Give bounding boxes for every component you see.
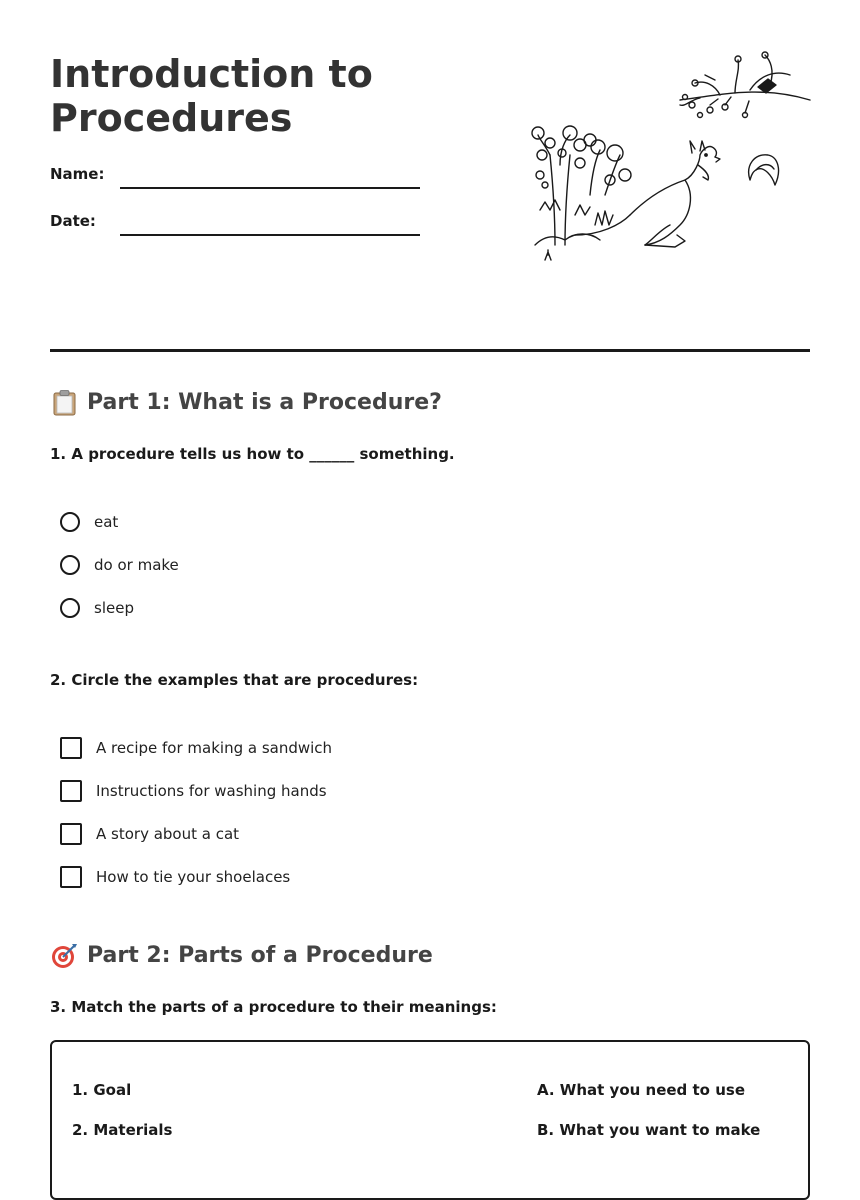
match-left-materials[interactable]: 2. Materials	[72, 1121, 173, 1139]
option-label: eat	[94, 513, 119, 531]
match-right-a[interactable]: A. What you need to use	[537, 1081, 745, 1099]
trees-illustration	[532, 126, 631, 260]
q2-option-shoelaces[interactable]	[60, 866, 290, 888]
radio-button[interactable]	[60, 598, 80, 618]
question-1: 1. A procedure tells us how to ______ something.	[50, 445, 455, 463]
option-label: A story about a cat	[96, 825, 240, 843]
q1-option-sleep[interactable]	[60, 598, 134, 618]
checkbox[interactable]	[60, 866, 82, 888]
date-label: Date:	[50, 212, 96, 230]
section-divider	[50, 349, 810, 352]
title-line-2: Procedures	[50, 96, 293, 140]
title-line-1: Introduction to	[50, 52, 373, 96]
option-label: How to tie your shoelaces	[96, 868, 291, 886]
option-label: A recipe for making a sandwich	[96, 739, 333, 757]
clipboard-icon	[50, 388, 79, 417]
kangaroo-landscape-illustration	[520, 45, 815, 270]
q2-option-recipe[interactable]	[60, 737, 332, 759]
moon-drawing	[749, 155, 779, 185]
q2-option-story-cat[interactable]	[60, 823, 239, 845]
checkbox[interactable]	[60, 780, 82, 802]
q1-option-do-or-make[interactable]	[60, 555, 179, 575]
radio-button[interactable]	[60, 512, 80, 532]
name-field[interactable]	[120, 187, 420, 189]
date-field[interactable]	[120, 234, 420, 236]
match-right-b[interactable]: B. What you want to make	[537, 1121, 761, 1139]
checkbox[interactable]	[60, 737, 82, 759]
option-label: do or make	[94, 556, 179, 574]
option-label: Instructions for washing hands	[96, 782, 327, 800]
option-label: sleep	[94, 599, 134, 617]
checkbox[interactable]	[60, 823, 82, 845]
question-3: 3. Match the parts of a procedure to their meanings:	[50, 998, 497, 1016]
target-icon	[50, 941, 79, 970]
part1-heading-text: Part 1: What is a Procedure?	[87, 390, 442, 415]
branch-illustration	[680, 52, 810, 118]
matching-box	[50, 1040, 810, 1200]
q1-option-eat[interactable]	[60, 512, 118, 532]
match-left-goal[interactable]: 1. Goal	[72, 1081, 132, 1099]
q2-option-washing-hands[interactable]	[60, 780, 327, 802]
question-2: 2. Circle the examples that are procedures:	[50, 671, 419, 689]
part1-heading	[50, 388, 442, 417]
name-label: Name:	[50, 165, 105, 183]
page-title	[50, 52, 410, 140]
part2-heading-text: Part 2: Parts of a Procedure	[87, 943, 433, 968]
radio-button[interactable]	[60, 555, 80, 575]
part2-heading	[50, 941, 433, 970]
